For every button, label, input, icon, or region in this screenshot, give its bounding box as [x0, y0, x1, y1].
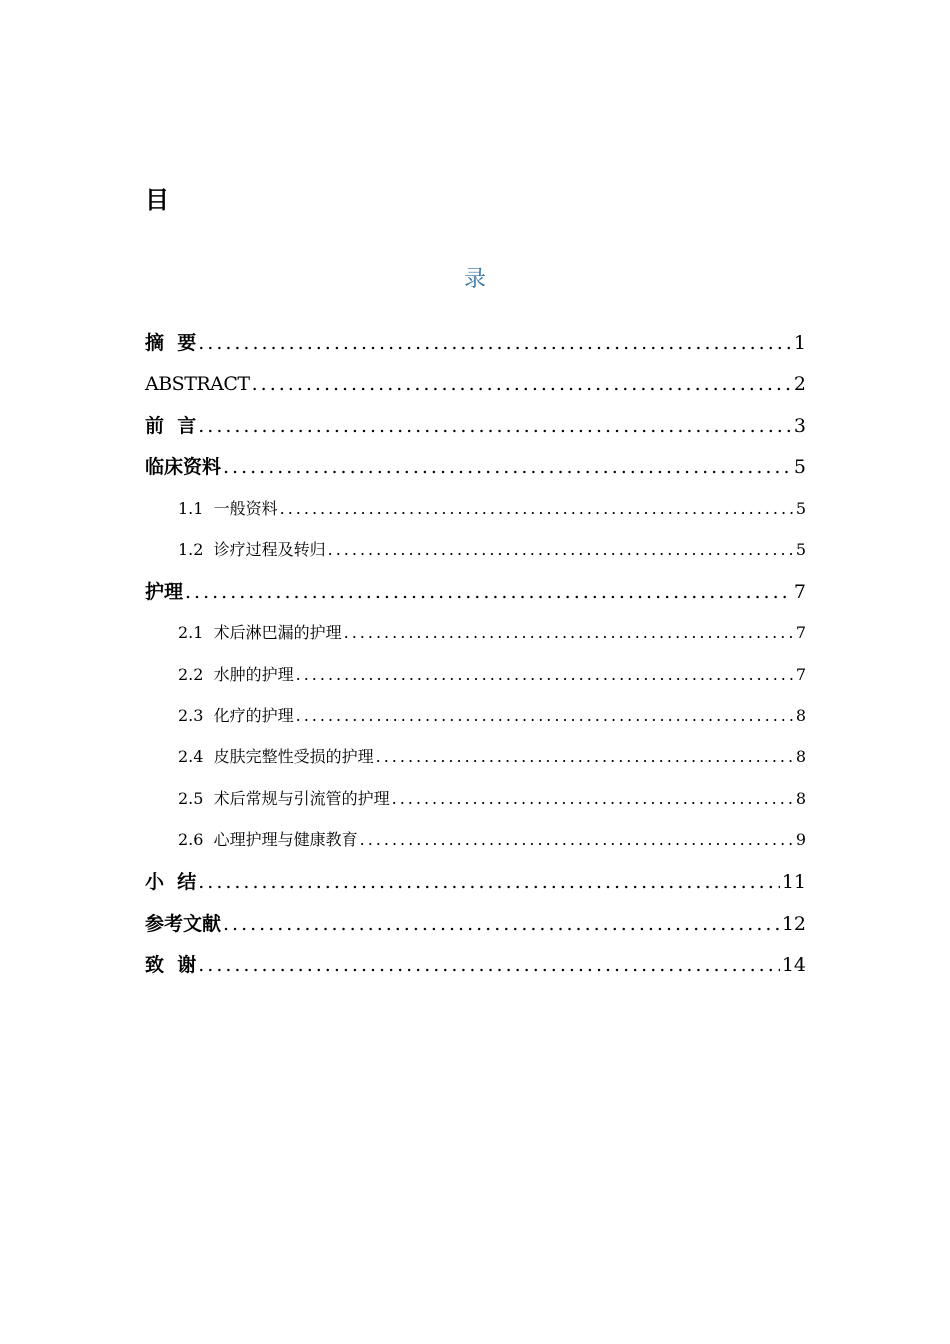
- toc-page-number: 8: [795, 706, 806, 725]
- toc-page-number: 5: [795, 540, 806, 559]
- toc-entry-label: 2.2 水肿的护理: [178, 665, 294, 684]
- toc-page-number: 7: [795, 665, 806, 684]
- toc-entry-2-6[interactable]: [178, 827, 806, 853]
- toc-entry-label: 2.1 术后淋巴漏的护理: [178, 623, 342, 642]
- toc-page-number: 7: [795, 623, 806, 642]
- toc-leader: [392, 786, 794, 812]
- toc-entry-label: 临床资料: [145, 456, 222, 478]
- toc-leader: [252, 371, 792, 397]
- toc-entry-label: 1.1 一般资料: [178, 499, 278, 518]
- toc-page-number: 1: [793, 332, 806, 354]
- toc-page-number: 5: [793, 456, 806, 478]
- toc-entry-1-2[interactable]: [178, 537, 806, 563]
- toc-entry-label: ABSTRACT: [145, 373, 250, 395]
- toc-entry-label: 1.2 诊疗过程及转归: [178, 540, 326, 559]
- toc-leader: [185, 579, 792, 605]
- toc-leader: [328, 537, 794, 563]
- toc-leader: [223, 454, 792, 480]
- toc-leader: [223, 911, 780, 937]
- toc-leader: [344, 620, 794, 646]
- toc-title-part2: 录: [463, 267, 486, 292]
- toc-title-part1: 目: [145, 186, 169, 214]
- toc-entry-2-5[interactable]: [178, 786, 806, 812]
- toc-page-number: 14: [781, 954, 806, 976]
- toc-entry-label: 2.5 术后常规与引流管的护理: [178, 789, 390, 808]
- toc-entry-label: 2.4 皮肤完整性受损的护理: [178, 747, 374, 766]
- toc-leader: [198, 413, 792, 439]
- toc-entry-label: 2.3 化疗的护理: [178, 706, 294, 725]
- toc-leader: [198, 869, 780, 895]
- toc-entry-label: 致 谢: [145, 954, 197, 976]
- toc-page-number: 8: [795, 747, 806, 766]
- toc-leader: [198, 952, 780, 978]
- toc-entry-label: 前 言: [145, 415, 197, 437]
- toc-leader: [296, 662, 794, 688]
- toc-entry-summary[interactable]: [145, 869, 806, 895]
- toc-entry-label: 小 结: [145, 871, 197, 893]
- toc-entry-label: 参考文献: [145, 913, 222, 935]
- toc-entry-acknowledgements[interactable]: [145, 952, 806, 978]
- toc-page-number: 8: [795, 789, 806, 808]
- toc-entry-2-4[interactable]: [178, 744, 806, 770]
- toc-page-number: 7: [793, 581, 806, 603]
- toc-page-number: 2: [793, 373, 806, 395]
- toc-leader: [198, 330, 792, 356]
- toc-leader: [296, 703, 794, 729]
- toc-entry-2-3[interactable]: [178, 703, 806, 729]
- toc-entry-2-2[interactable]: [178, 662, 806, 688]
- toc-entry-abstract-cn[interactable]: [145, 330, 806, 356]
- toc-leader: [280, 496, 794, 522]
- toc-page-number: 3: [793, 415, 806, 437]
- toc-entry-abstract-en[interactable]: [145, 371, 806, 397]
- toc-leader: [376, 744, 794, 770]
- toc-leader: [360, 827, 794, 853]
- toc-entry-1-1[interactable]: [178, 496, 806, 522]
- toc-entry-clinical-data[interactable]: [145, 454, 806, 480]
- toc-entry-nursing[interactable]: [145, 579, 806, 605]
- toc-entry-references[interactable]: [145, 911, 806, 937]
- toc-page-number: 12: [781, 913, 806, 935]
- toc-entry-label: 护理: [145, 581, 184, 603]
- toc-entry-2-1[interactable]: [178, 620, 806, 646]
- toc-entry-label: 摘 要: [145, 332, 197, 354]
- toc-page-number: 9: [795, 830, 806, 849]
- toc-page-number: 11: [781, 871, 806, 893]
- toc-page-number: 5: [795, 499, 806, 518]
- toc-entry-label: 2.6 心理护理与健康教育: [178, 830, 358, 849]
- toc-entry-preface[interactable]: [145, 413, 806, 439]
